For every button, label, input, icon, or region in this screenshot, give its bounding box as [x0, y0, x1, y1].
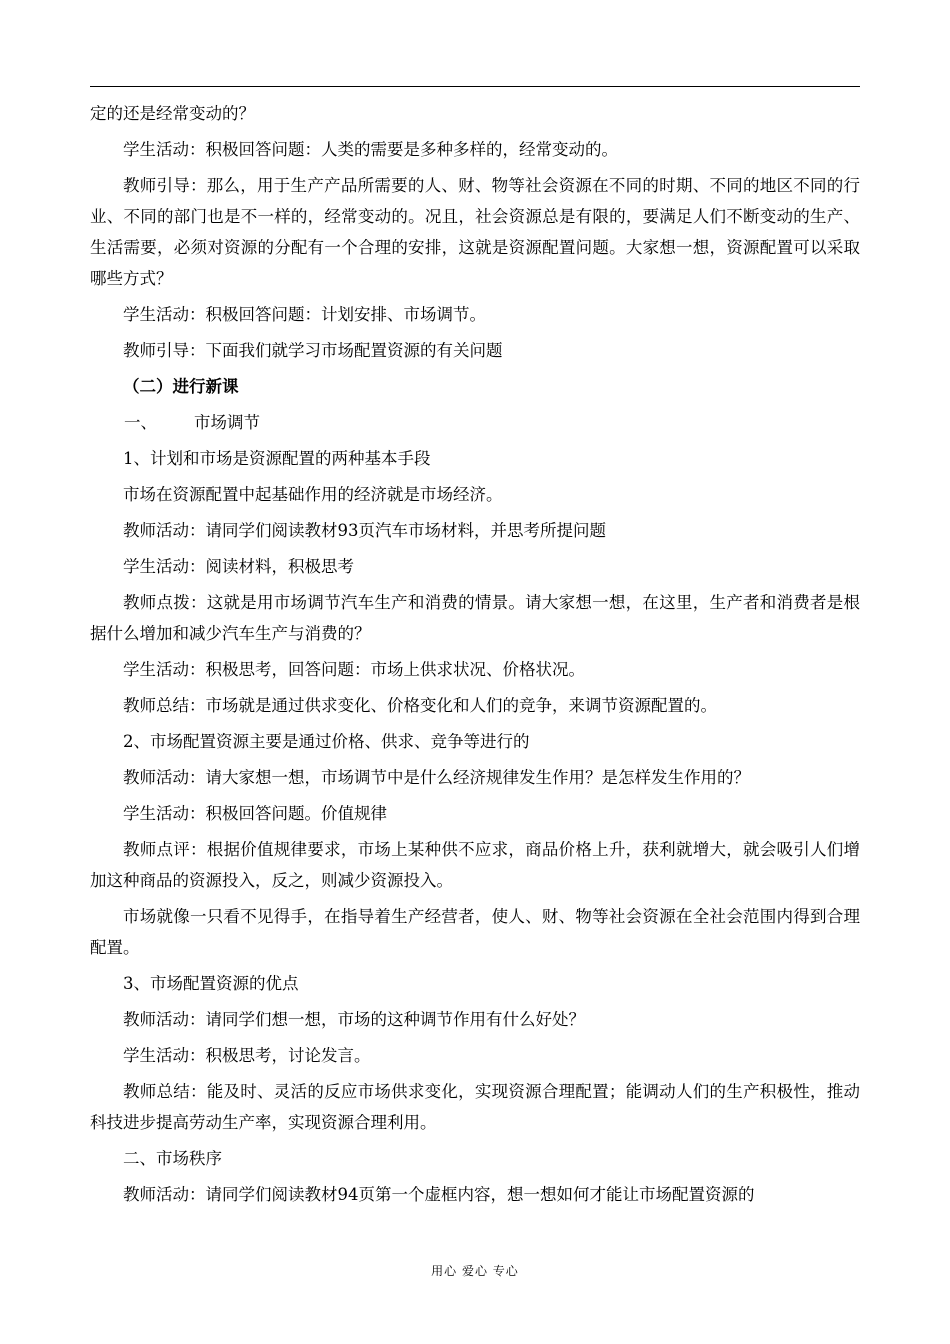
paragraph: 定的还是经常变动的？: [90, 104, 255, 123]
paragraph: 2、市场配置资源主要是通过价格、供求、竞争等进行的: [123, 732, 530, 751]
section-heading: （二）进行新课: [123, 377, 239, 396]
paragraph: 教师点拨：这就是用市场调节汽车生产和消费的情景。请大家想一想，在这里，生产者和消费者是根据什么增加和减少汽车生产与消费的？: [90, 593, 860, 643]
paragraph: 学生活动：积极回答问题：人类的需要是多种多样的，经常变动的。: [123, 140, 618, 159]
paragraph: 学生活动：阅读材料，积极思考: [123, 557, 354, 576]
paragraph: 教师活动：请同学们想一想，市场的这种调节作用有什么好处？: [123, 1010, 585, 1029]
paragraph: 教师总结：市场就是通过供求变化、价格变化和人们的竞争，来调节资源配置的。: [123, 696, 717, 715]
header-rule: [90, 86, 860, 87]
paragraph: 学生活动：积极回答问题。价值规律: [123, 804, 387, 823]
paragraph: 市场就像一只看不见得手，在指导着生产经营者，使人、财、物等社会资源在全社会范围内得到合理配置。: [90, 907, 860, 957]
paragraph: 教师点评：根据价值规律要求，市场上某种供不应求，商品价格上升，获利就增大，就会吸引人们增加这种商品的资源投入，反之，则减少资源投入。: [90, 840, 860, 890]
paragraph: 1、计划和市场是资源配置的两种基本手段: [123, 449, 431, 468]
subsection-heading: [90, 407, 860, 438]
paragraph: 学生活动：积极思考，回答问题：市场上供求状况、价格状况。: [123, 660, 585, 679]
subsection-title: 市场调节: [194, 413, 260, 432]
paragraph: 教师活动：请大家想一想，市场调节中是什么经济规律发生作用？是怎样发生作用的？: [123, 768, 750, 787]
document-body: [90, 98, 860, 1215]
section-heading: 二、市场秩序: [123, 1149, 222, 1168]
paragraph: 学生活动：积极回答问题：计划安排、市场调节。: [123, 305, 486, 324]
paragraph: 教师活动：请同学们阅读教材93页汽车市场材料，并思考所提问题: [123, 521, 606, 540]
paragraph: 市场在资源配置中起基础作用的经济就是市场经济。: [123, 485, 503, 504]
subsection-number: 一、: [124, 413, 157, 432]
paragraph: 学生活动：积极思考，讨论发言。: [123, 1046, 371, 1065]
paragraph: 教师总结：能及时、灵活的反应市场供求变化，实现资源合理配置；能调动人们的生产积极性，推动科技进步提高劳动生产率，实现资源合理利用。: [90, 1082, 860, 1132]
paragraph: 教师引导：那么，用于生产产品所需要的人、财、物等社会资源在不同的时期、不同的地区不同的行业、不同的部门也是不一样的，经常变动的。况且，社会资源总是有限的，要满足人们不断变动的生产、生活需要，必须对资源的分配有一个合理的安排，这就是资源配置问题。大家想一想，资源配置可以采取哪些方式？: [90, 176, 860, 288]
page-footer: 用心 爱心 专心: [431, 1264, 519, 1278]
paragraph: 教师活动：请同学们阅读教材94页第一个虚框内容，想一想如何才能让市场配置资源的: [123, 1185, 755, 1204]
paragraph: 3、市场配置资源的优点: [123, 974, 299, 993]
paragraph: 教师引导：下面我们就学习市场配置资源的有关问题: [123, 341, 503, 360]
